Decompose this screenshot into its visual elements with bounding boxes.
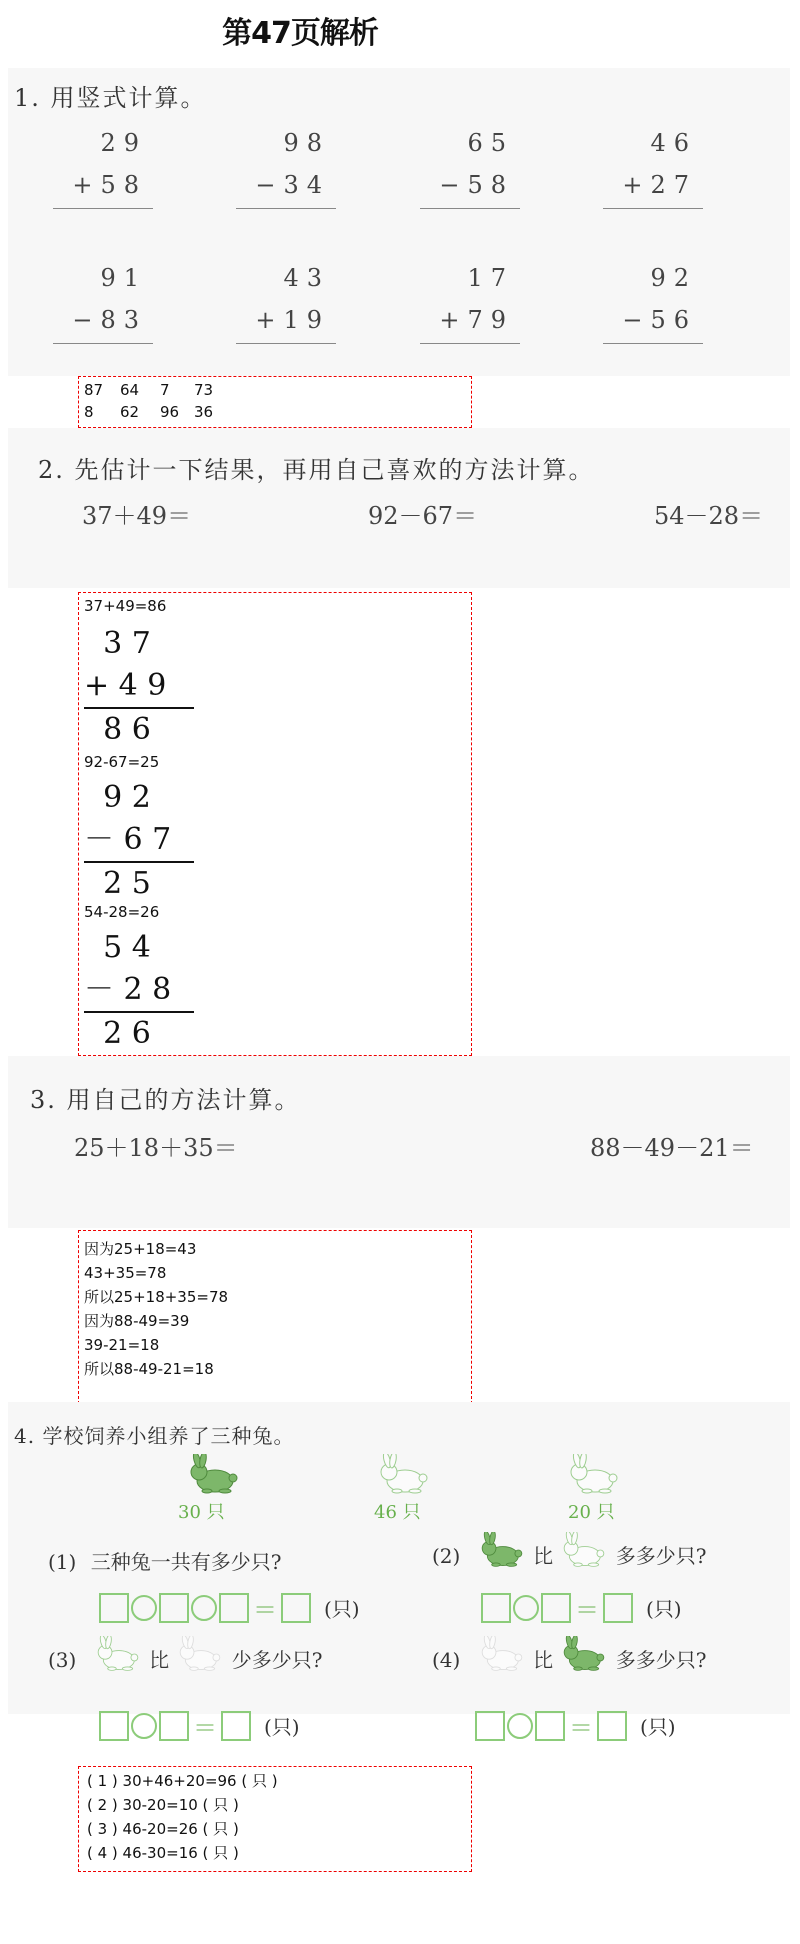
expression: 54－28＝ [654, 502, 764, 530]
question-1-answer-box [78, 376, 472, 428]
expression: 88－49－21＝ [590, 1134, 754, 1162]
blank-box[interactable] [475, 1711, 505, 1741]
blank-box[interactable] [603, 1593, 633, 1623]
operator-circle[interactable] [131, 1713, 157, 1739]
expression: 25＋18＋35＝ [74, 1134, 238, 1162]
blank-box[interactable] [541, 1593, 571, 1623]
answer-template-4 [474, 1708, 676, 1743]
equals-sign: ＝ [575, 1596, 599, 1624]
answer-value: 96 [160, 403, 180, 421]
rabbit-count: 46 只 [374, 1502, 421, 1523]
vertical-calculation: 9 2 － 6 7 2 5 [84, 777, 194, 905]
equals-sign: ＝ [253, 1596, 277, 1624]
sub-question-text: 少多少只? [231, 1648, 323, 1672]
question-2-heading: 2. 先估计一下结果，再用自己喜欢的方法计算。 [38, 456, 595, 484]
answer-line: ( 1 ) 30+46+20=96 ( 只 ) [87, 1772, 278, 1790]
white-rabbit-icon [565, 1454, 623, 1498]
vertical-problem: 98 −34 [236, 122, 336, 209]
blank-box[interactable] [159, 1593, 189, 1623]
answer-line: 所以25+18+35=78 [84, 1288, 229, 1306]
sub-question-number: (4) [432, 1648, 461, 1672]
answer-line: 所以88-49-21=18 [84, 1360, 214, 1378]
sub-question-text: 多多少只? [615, 1648, 707, 1672]
blank-box[interactable] [99, 1593, 129, 1623]
vertical-problem: 17 +79 [420, 257, 520, 344]
sub-question-1 [48, 1546, 281, 1575]
answer-label: 37+49=86 [84, 597, 167, 615]
green-rabbit-icon [185, 1454, 243, 1498]
unit-label: (只) [646, 1597, 682, 1621]
blank-box[interactable] [481, 1593, 511, 1623]
question-1-heading: 1. 用竖式计算。 [14, 84, 207, 112]
rabbit-count: 20 只 [568, 1502, 615, 1523]
answer-line: ( 2 ) 30-20=10 ( 只 ) [87, 1796, 239, 1814]
operator-circle[interactable] [513, 1595, 539, 1621]
sub-question-2 [432, 1532, 707, 1576]
vertical-problem: 91 −83 [53, 257, 153, 344]
blank-box[interactable] [219, 1593, 249, 1623]
vertical-problem: 46 +27 [603, 122, 703, 209]
sub-question-3 [48, 1636, 323, 1680]
answer-template-3 [98, 1708, 300, 1743]
sub-question-4 [432, 1636, 707, 1680]
vertical-problem: 92 −56 [603, 257, 703, 344]
answer-line: 39-21=18 [84, 1336, 160, 1354]
vertical-problem: 29 +58 [53, 122, 153, 209]
blank-box[interactable] [281, 1593, 311, 1623]
answer-value: 36 [194, 403, 214, 421]
operator-circle[interactable] [191, 1595, 217, 1621]
question-3-answer-box [78, 1230, 472, 1404]
vertical-problem: 43 +19 [236, 257, 336, 344]
equals-sign: ＝ [569, 1714, 593, 1742]
page-title: 第47页解析 [222, 16, 378, 51]
operator-circle[interactable] [507, 1713, 533, 1739]
blank-box[interactable] [221, 1711, 251, 1741]
blank-box[interactable] [99, 1711, 129, 1741]
answer-value: 7 [160, 381, 170, 399]
white-rabbit-icon [559, 1532, 609, 1583]
blank-box[interactable] [159, 1711, 189, 1741]
answer-line: 因为88-49=39 [84, 1312, 190, 1330]
expression: 92－67＝ [368, 502, 478, 530]
answer-line: ( 4 ) 46-30=16 ( 只 ) [87, 1844, 239, 1862]
blank-box[interactable] [597, 1711, 627, 1741]
answer-line: 因为25+18=43 [84, 1240, 197, 1258]
answer-template-2 [480, 1590, 682, 1625]
answer-value: 64 [120, 381, 140, 399]
white-rabbit-icon [93, 1636, 143, 1687]
answer-line: ( 3 ) 46-20=26 ( 只 ) [87, 1820, 239, 1838]
question-2-answer-box [78, 592, 472, 1056]
question-3-heading: 3. 用自己的方法计算。 [30, 1086, 301, 1114]
answer-value: 87 [84, 381, 104, 399]
rabbit-count: 30 只 [178, 1502, 225, 1523]
green-rabbit-icon [477, 1532, 527, 1583]
answer-label: 92-67=25 [84, 753, 160, 771]
vertical-calculation: 5 4 － 2 8 2 6 [84, 927, 194, 1055]
unit-label: (只) [640, 1715, 676, 1739]
expression: 37＋49＝ [82, 502, 192, 530]
vertical-calculation: 3 7 + 4 9 8 6 [84, 623, 194, 751]
answer-value: 62 [120, 403, 140, 421]
answer-label: 54-28=26 [84, 903, 160, 921]
sub-question-text: 多多少只? [615, 1544, 707, 1568]
white-rabbit-icon [375, 1454, 433, 1498]
white-rabbit-icon [477, 1636, 527, 1687]
answer-template-1 [98, 1590, 360, 1625]
answer-value: 8 [84, 403, 94, 421]
compare-word: 比 [533, 1544, 554, 1568]
sub-question-text: 三种兔一共有多少只? [90, 1550, 282, 1574]
unit-label: (只) [324, 1597, 360, 1621]
question-4-answer-box [78, 1766, 472, 1872]
sub-question-number: (2) [432, 1544, 461, 1568]
answer-line: 43+35=78 [84, 1264, 167, 1282]
sub-question-number: (3) [48, 1648, 77, 1672]
sub-question-number: (1) [48, 1550, 77, 1574]
vertical-problem: 65 −58 [420, 122, 520, 209]
green-rabbit-icon [559, 1636, 609, 1687]
answer-value: 73 [194, 381, 214, 399]
operator-circle[interactable] [131, 1595, 157, 1621]
question-4-heading: 4. 学校饲养小组养了三种兔。 [14, 1424, 295, 1448]
compare-word: 比 [533, 1648, 554, 1672]
unit-label: (只) [264, 1715, 300, 1739]
white-rabbit-icon [175, 1636, 225, 1687]
equals-sign: ＝ [193, 1714, 217, 1742]
blank-box[interactable] [535, 1711, 565, 1741]
compare-word: 比 [149, 1648, 170, 1672]
